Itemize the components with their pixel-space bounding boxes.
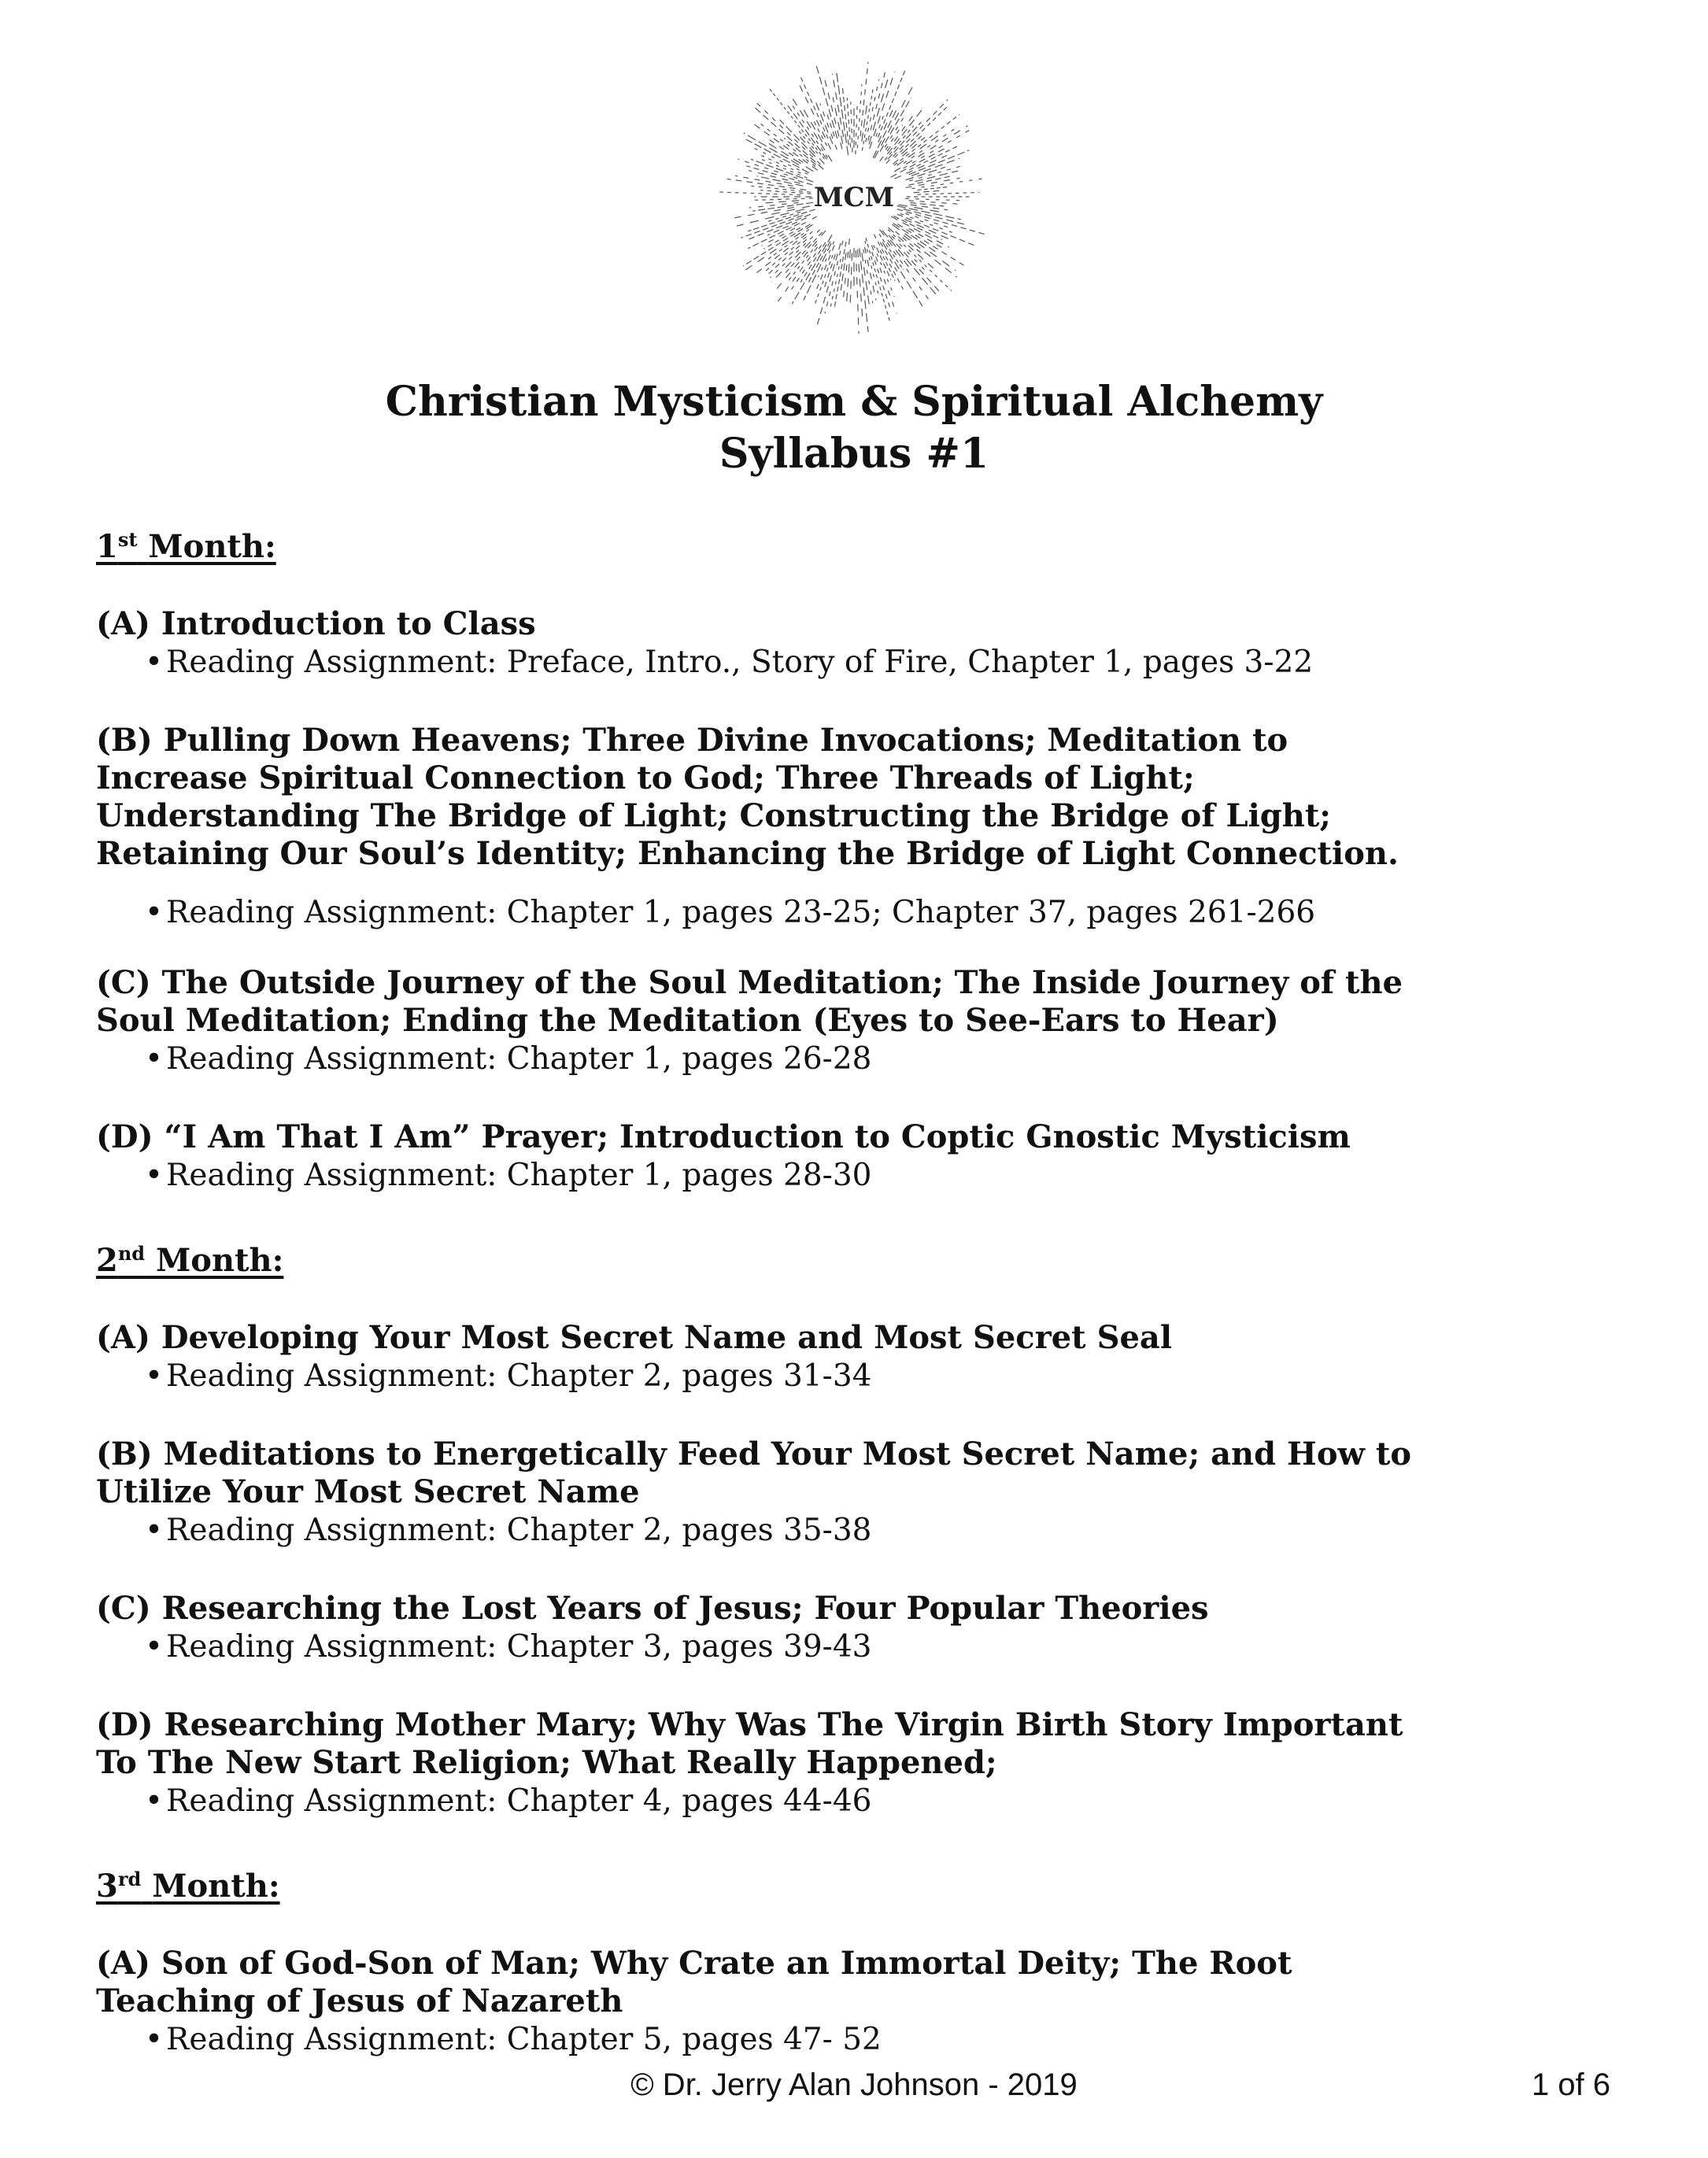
sunburst-ray [788, 244, 817, 282]
sunburst-ray [786, 103, 827, 159]
sunburst-ray [768, 229, 809, 259]
sunburst-ray [813, 120, 827, 146]
sunburst-ray [817, 243, 841, 325]
sunburst-logo [712, 55, 996, 338]
month-label: Month: [156, 1242, 284, 1279]
sunburst-ray [878, 105, 895, 142]
sunburst-ray [793, 99, 832, 162]
sunburst-ray [851, 102, 852, 152]
logo-monogram: MCM [813, 182, 895, 213]
reading-assignment: • Reading Assignment: Preface, Intro., Story of Fire, Chapter 1, pages 3-22 [145, 645, 1314, 680]
sunburst-ray [917, 192, 979, 194]
sunburst-ray [792, 105, 827, 157]
reading-assignment: • Reading Assignment: Chapter 1, pages 28-30 [145, 1158, 872, 1193]
sunburst-ray [846, 249, 850, 306]
sunburst-ray [897, 224, 963, 266]
sunburst-ray [915, 171, 958, 182]
sunburst-ray [874, 82, 915, 158]
sunburst-rays-icon [712, 55, 996, 338]
month-suffix: st [117, 528, 138, 551]
reading-assignment: • Reading Assignment: Chapter 3, pages 39-43 [145, 1629, 872, 1665]
lesson-heading: (A) Son of God-Son of Man; Why Crate an Immortal Deity; The Root Teaching of Jesus of Nazareth [96, 1945, 1292, 2019]
sunburst-ray [886, 100, 948, 164]
sunburst-ray [914, 190, 942, 193]
page-number: 1 of 6 [1531, 2067, 1610, 2102]
sunburst-ray [862, 87, 873, 151]
sunburst-ray [856, 250, 859, 334]
sunburst-ray [905, 198, 967, 201]
lesson-heading: (A) Introduction to Class [96, 605, 536, 642]
sunburst-ray [856, 102, 857, 154]
lesson-heading: (A) Developing Your Most Secret Name and Most Secret Seal [96, 1319, 1173, 1356]
sunburst-ray [726, 179, 806, 190]
sunburst-ray [800, 76, 828, 139]
sunburst-ray [866, 79, 879, 142]
sunburst-ray [850, 253, 852, 304]
sunburst-ray [904, 128, 956, 163]
sunburst-ray [784, 232, 823, 275]
sunburst-ray [743, 224, 812, 272]
sunburst-ray [796, 132, 825, 164]
reading-assignment: • Reading Assignment: Chapter 1, pages 26-28 [145, 1041, 872, 1077]
lesson-heading: (B) Pulling Down Heavens; Three Divine Invocations; Meditation to Increase Spiritual Connection to God; Three Threads of Light; Understanding The Bridge of Light; Constructing the Bridge of Light; Retaining Our Soul’s Identity; Enhancing the Bridge of Light Connection. [96, 722, 1399, 872]
sunburst-ray [857, 84, 862, 148]
sunburst-ray [760, 124, 815, 167]
syllabus-content [96, 519, 1450, 2060]
reading-assignment: • Reading Assignment: Chapter 2, pages 35-38 [145, 1513, 872, 1548]
month-label: Month: [152, 1868, 280, 1905]
sunburst-ray [885, 116, 904, 147]
sunburst-ray [749, 171, 800, 183]
title-line-1: Christian Mysticism & Spiritual Alchemy [385, 378, 1323, 426]
lesson-heading: (B) Meditations to Energetically Feed Your Most Secret Name; and How to Utilize Your Most Secret Name [96, 1436, 1412, 1510]
sunburst-ray [743, 224, 810, 266]
sunburst-ray [897, 214, 976, 246]
reading-assignment: • Reading Assignment: Chapter 5, pages 47- 52 [145, 2022, 882, 2057]
sunburst-ray [860, 248, 868, 332]
sunburst-ray [865, 247, 876, 301]
sunburst-ray [746, 166, 812, 185]
sunburst-ray [894, 126, 967, 172]
sunburst-ray [799, 84, 830, 150]
month-suffix: rd [117, 1868, 142, 1890]
sunburst-ray [888, 230, 952, 291]
sunburst-ray [909, 201, 962, 205]
sunburst-ray [871, 246, 897, 314]
lesson-heading: (C) Researching the Lost Years of Jesus; Four Popular Theories [96, 1590, 1209, 1627]
month-heading [96, 519, 1450, 567]
sunburst-ray [755, 198, 812, 201]
month-number: 1 [96, 528, 118, 565]
sunburst-ray [892, 236, 930, 275]
sunburst-ray [824, 78, 842, 150]
sunburst-ray [719, 192, 800, 195]
month-label: Month: [148, 528, 276, 565]
lesson-heading: (D) “I Am That I Am” Prayer; Introduction to Coptic Gnostic Mysticism [96, 1118, 1351, 1155]
reading-assignment: • Reading Assignment: Chapter 1, pages 23-25; Chapter 37, pages 261-266 [145, 895, 1316, 930]
sunburst-ray [896, 231, 922, 253]
sunburst-ray [760, 190, 811, 194]
month-heading [96, 1859, 1450, 1907]
lesson-heading: (C) The Outside Journey of the Soul Meditation; The Inside Journey of the Soul Meditation; Ending the Meditation (Eyes to See-Ears to Hear) [96, 964, 1403, 1039]
reading-assignment: • Reading Assignment: Chapter 2, pages 31-34 [145, 1358, 872, 1394]
sunburst-ray [760, 201, 799, 203]
sunburst-ray [887, 242, 931, 303]
sunburst-ray [901, 136, 921, 154]
sunburst-ray [893, 224, 956, 271]
document-title [0, 376, 1708, 480]
reading-assignment: • Reading Assignment: Chapter 4, pages 44-46 [145, 1783, 872, 1819]
title-line-2: Syllabus #1 [719, 430, 989, 478]
sunburst-ray [909, 150, 970, 175]
month-suffix: nd [117, 1242, 146, 1265]
month-heading [96, 1233, 1450, 1281]
lesson-heading: (D) Researching Mother Mary; Why Was The Virgin Birth Story Important To The New Start Religion; What Really Happened; [96, 1706, 1403, 1781]
sunburst-ray [858, 249, 863, 320]
month-number: 3 [96, 1868, 118, 1905]
sunburst-ray [746, 139, 809, 173]
month-number: 2 [96, 1242, 118, 1279]
sunburst-ray [792, 235, 832, 304]
sunburst-ray [909, 165, 963, 181]
footer-copyright: © Dr. Jerry Alan Johnson - 2019 [630, 2067, 1078, 2102]
